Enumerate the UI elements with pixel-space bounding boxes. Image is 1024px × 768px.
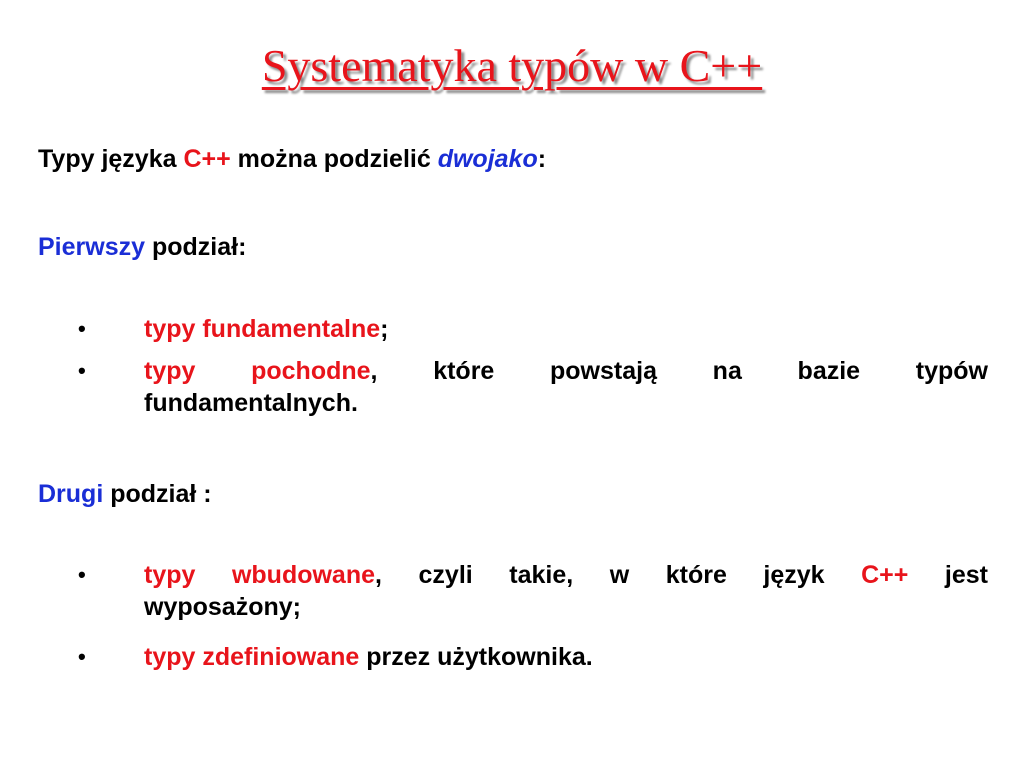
item-mid: , czyli takie, w które język	[375, 561, 862, 589]
intro-dwojako: dwojako	[437, 145, 538, 173]
item-line2: wyposażony;	[144, 593, 301, 621]
item-end: jest	[908, 561, 989, 589]
intro-text-1: Typy języka	[38, 145, 184, 173]
item-tail: przez użytkownika.	[359, 643, 593, 671]
item-cpp: C++	[861, 561, 909, 589]
list-item	[78, 559, 988, 623]
first-division-rest: podział:	[145, 233, 247, 261]
bullet-icon: •	[78, 644, 86, 669]
bullet-icon: •	[78, 562, 86, 587]
list-item	[78, 641, 988, 673]
first-division-label: Pierwszy	[38, 233, 146, 261]
intro-text-2: można podzielić	[230, 145, 438, 173]
item-tail-line2: fundamentalnych.	[144, 389, 358, 417]
intro-colon: :	[537, 145, 547, 173]
second-division-label: Drugi	[38, 480, 104, 508]
item-term: typy fundamentalne	[144, 315, 381, 343]
item-term: typy pochodne	[144, 357, 371, 385]
item-tail-line1: , które powstają na bazie typów	[370, 357, 988, 385]
intro-line	[38, 143, 546, 175]
item-term: typy zdefiniowane	[144, 643, 360, 671]
intro-cpp: C++	[183, 145, 231, 173]
second-division-rest: podział :	[103, 480, 212, 508]
bullet-icon: •	[78, 316, 86, 341]
first-division-heading	[38, 231, 246, 263]
bullet-icon: •	[78, 358, 86, 383]
slide-title: Systematyka typów w C++	[261, 40, 763, 91]
list-item	[78, 355, 988, 419]
list-item	[78, 313, 988, 345]
second-division-heading	[38, 478, 212, 510]
item-term: typy wbudowane	[144, 561, 376, 589]
item-tail: ;	[380, 315, 389, 343]
